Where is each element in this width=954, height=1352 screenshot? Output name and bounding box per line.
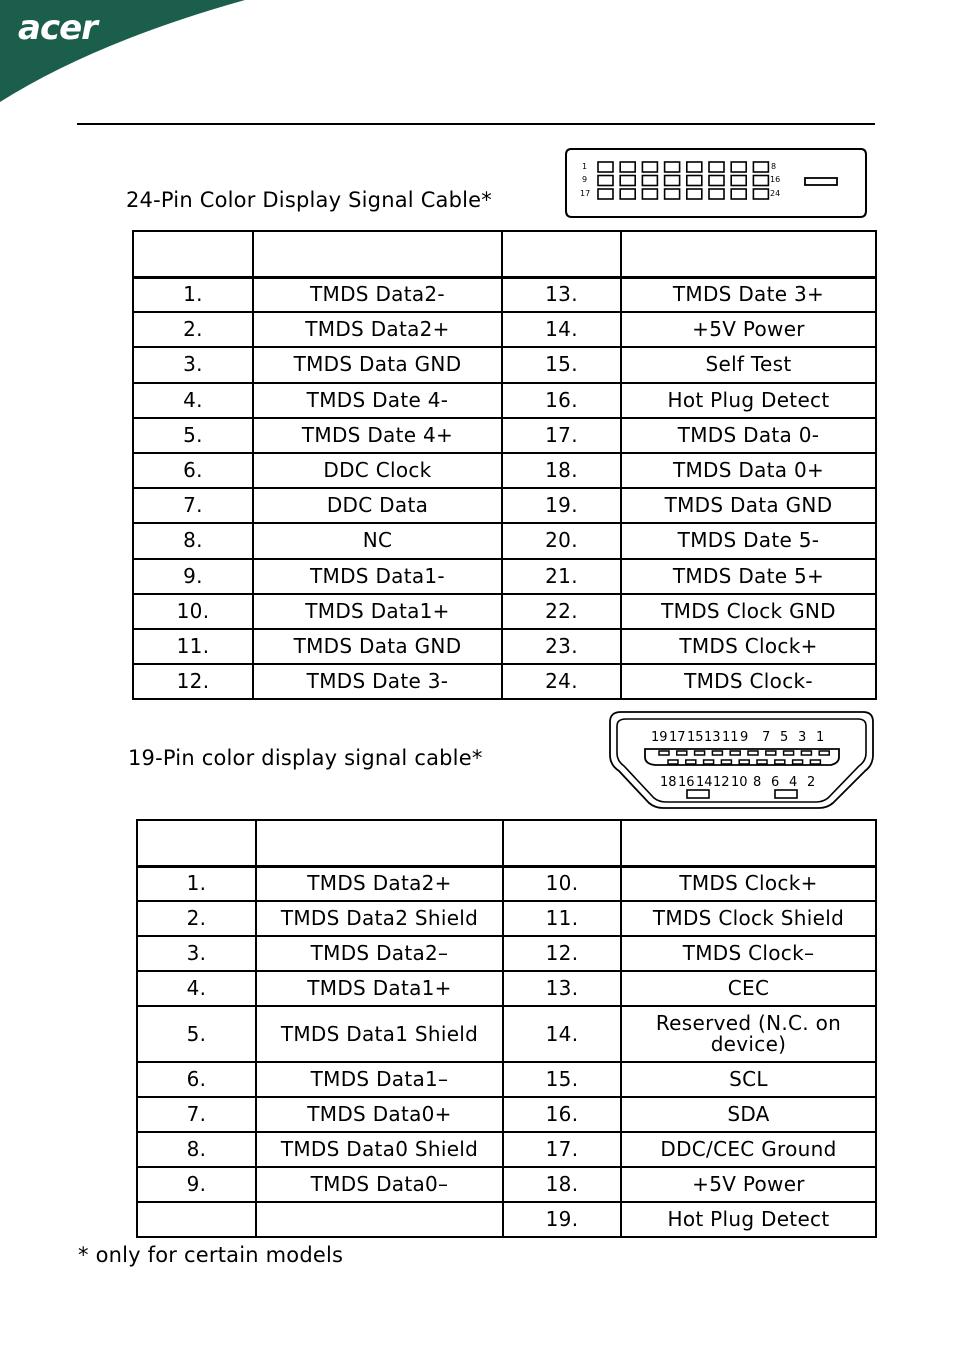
pin-number-cell: 6. <box>137 1062 256 1097</box>
signal-name-cell: DDC Clock <box>253 453 502 488</box>
hdmi-pin <box>748 751 758 755</box>
signal-name-cell: TMDS Data0+ <box>256 1097 503 1132</box>
signal-name-cell: +5V Power <box>621 1167 876 1202</box>
dvi-pin-label-17: 17 <box>580 189 591 198</box>
hdmi-pin <box>704 760 714 764</box>
pin-number-cell: 10. <box>133 594 253 629</box>
signal-name-cell: TMDS Date 4- <box>253 383 502 418</box>
pin-number-cell: 9. <box>137 1167 256 1202</box>
pin-number-cell: 7. <box>137 1097 256 1132</box>
signal-name-cell: TMDS Clock- <box>621 664 876 699</box>
pin-number-cell <box>137 1202 256 1237</box>
pin-number-cell: 15. <box>502 347 621 382</box>
hdmi-pin <box>677 751 687 755</box>
table-row <box>137 901 876 936</box>
hdmi-pin-label: 8 <box>753 775 762 790</box>
header-cell <box>621 820 876 866</box>
pin-number-cell: 22. <box>502 594 621 629</box>
signal-name-cell: SDA <box>621 1097 876 1132</box>
signal-name-cell: TMDS Data1+ <box>256 971 503 1006</box>
hdmi-pin <box>730 751 740 755</box>
signal-name-cell: +5V Power <box>621 312 876 347</box>
hdmi-section-caption: 19-Pin color display signal cable* <box>128 746 483 770</box>
signal-name-cell: TMDS Data1- <box>253 559 502 594</box>
table-row <box>133 277 876 312</box>
dvi-pin <box>665 189 680 199</box>
signal-name-cell: Reserved (N.C. on device) <box>621 1006 876 1062</box>
dvi-pin <box>687 189 702 199</box>
signal-name-cell: Hot Plug Detect <box>621 383 876 418</box>
hdmi-pin <box>712 751 722 755</box>
pin-number-cell: 10. <box>503 866 621 901</box>
signal-name-cell: TMDS Date 3- <box>253 664 502 699</box>
signal-name-cell: TMDS Date 4+ <box>253 418 502 453</box>
signal-name-cell: TMDS Data2 Shield <box>256 901 503 936</box>
hdmi-pin-label: 4 <box>789 775 798 790</box>
pin-number-cell: 3. <box>133 347 253 382</box>
hdmi-pin-label: 11 <box>722 730 739 745</box>
dvi-pin-label-1: 1 <box>582 162 588 171</box>
footnote: * only for certain models <box>78 1243 344 1267</box>
table-row <box>137 1062 876 1097</box>
dvi-pin <box>598 189 613 199</box>
signal-name-cell: TMDS Data1 Shield <box>256 1006 503 1062</box>
signal-name-cell: DDC Data <box>253 488 502 523</box>
pin-number-cell: 11. <box>133 629 253 664</box>
table-row <box>133 347 876 382</box>
pin-number-cell: 23. <box>502 629 621 664</box>
dvi-connector-icon <box>563 147 869 219</box>
table-row <box>133 383 876 418</box>
signal-name-cell: TMDS Data 0- <box>621 418 876 453</box>
signal-name-cell: TMDS Data0– <box>256 1167 503 1202</box>
hdmi-pin <box>659 751 669 755</box>
signal-name-cell: TMDS Data GND <box>253 629 502 664</box>
signal-name-cell: NC <box>253 523 502 558</box>
pin-number-cell: 15. <box>503 1062 621 1097</box>
pin-number-cell: 1. <box>137 866 256 901</box>
hdmi-pin <box>721 760 731 764</box>
dvi-pin-label-24: 24 <box>770 189 781 198</box>
signal-name-cell: TMDS Data1+ <box>253 594 502 629</box>
dvi-pin <box>753 162 768 172</box>
dvi-pin <box>753 189 768 199</box>
signal-name-cell: TMDS Data0 Shield <box>256 1132 503 1167</box>
table-row <box>137 866 876 901</box>
table-row <box>133 594 876 629</box>
dvi-pin <box>642 162 657 172</box>
hdmi-pin <box>739 760 749 764</box>
signal-name-cell: TMDS Data2- <box>253 277 502 312</box>
pin-number-cell: 19. <box>502 488 621 523</box>
dvi-pin <box>598 176 613 186</box>
pin-number-cell: 9. <box>133 559 253 594</box>
dvi-pin-label-16: 16 <box>770 175 781 184</box>
pin-number-cell: 14. <box>503 1006 621 1062</box>
hdmi-pin-label: 9 <box>740 730 749 745</box>
signal-name-cell: TMDS Data1– <box>256 1062 503 1097</box>
hdmi-pin <box>810 760 820 764</box>
dvi-pin <box>665 162 680 172</box>
dvi-pin <box>731 176 746 186</box>
dvi-pin-table <box>132 230 877 700</box>
hdmi-pin-label: 16 <box>678 775 695 790</box>
hdmi-pin-label: 3 <box>798 730 807 745</box>
hdmi-pin-label: 6 <box>771 775 780 790</box>
header-cell <box>503 820 621 866</box>
hdmi-pin-label: 2 <box>807 775 816 790</box>
table-row <box>137 971 876 1006</box>
table-row <box>137 1202 876 1237</box>
header-cell <box>621 231 876 277</box>
header-cell <box>256 820 503 866</box>
hdmi-pin <box>766 751 776 755</box>
table-header-row <box>137 820 876 866</box>
hdmi-pin-table <box>136 819 877 1238</box>
dvi-pin <box>642 189 657 199</box>
pin-number-cell: 24. <box>502 664 621 699</box>
hdmi-pin-label: 5 <box>780 730 789 745</box>
dvi-pin <box>620 189 635 199</box>
signal-name-cell: TMDS Data GND <box>621 488 876 523</box>
pin-number-cell: 19. <box>503 1202 621 1237</box>
table-row <box>133 418 876 453</box>
signal-name-cell: Self Test <box>621 347 876 382</box>
signal-name-cell: TMDS Date 5+ <box>621 559 876 594</box>
pin-number-cell: 3. <box>137 936 256 971</box>
pin-number-cell: 8. <box>137 1132 256 1167</box>
signal-name-cell: TMDS Clock GND <box>621 594 876 629</box>
table-row <box>133 488 876 523</box>
table-row <box>133 312 876 347</box>
hdmi-pin <box>801 751 811 755</box>
signal-name-cell: TMDS Data 0+ <box>621 453 876 488</box>
pin-number-cell: 4. <box>133 383 253 418</box>
table-row <box>133 629 876 664</box>
hdmi-pin <box>784 751 794 755</box>
hdmi-pin-label: 12 <box>713 775 730 790</box>
dvi-pin <box>753 176 768 186</box>
dvi-pin <box>731 162 746 172</box>
table-row <box>137 1097 876 1132</box>
pin-number-cell: 21. <box>502 559 621 594</box>
signal-name-cell: SCL <box>621 1062 876 1097</box>
dvi-pin <box>709 162 724 172</box>
pin-number-cell: 12. <box>503 936 621 971</box>
pin-number-cell: 12. <box>133 664 253 699</box>
pin-number-cell: 16. <box>503 1097 621 1132</box>
hdmi-pin <box>695 751 705 755</box>
table-row <box>133 559 876 594</box>
pin-number-cell: 6. <box>133 453 253 488</box>
hdmi-connector-icon <box>607 709 877 811</box>
pin-number-cell: 20. <box>502 523 621 558</box>
pin-number-cell: 5. <box>133 418 253 453</box>
hdmi-pin <box>668 760 678 764</box>
pin-number-cell: 17. <box>503 1132 621 1167</box>
signal-name-cell: TMDS Data2+ <box>256 866 503 901</box>
dvi-pin <box>642 176 657 186</box>
dvi-pin <box>687 176 702 186</box>
pin-number-cell: 14. <box>502 312 621 347</box>
header-cell <box>133 231 253 277</box>
signal-name-cell: TMDS Data2– <box>256 936 503 971</box>
dvi-pin <box>709 189 724 199</box>
signal-name-cell <box>256 1202 503 1237</box>
table-row <box>137 1132 876 1167</box>
signal-name-cell: TMDS Clock+ <box>621 629 876 664</box>
signal-name-cell: TMDS Date 5- <box>621 523 876 558</box>
signal-name-cell: TMDS Clock+ <box>621 866 876 901</box>
header-cell <box>502 231 621 277</box>
dvi-pin <box>731 189 746 199</box>
hdmi-pin-label: 18 <box>660 775 677 790</box>
signal-name-cell: TMDS Data GND <box>253 347 502 382</box>
pin-number-cell: 13. <box>503 971 621 1006</box>
pin-number-cell: 18. <box>503 1167 621 1202</box>
acer-logo: acer <box>18 8 97 48</box>
dvi-pin <box>665 176 680 186</box>
dvi-pin-label-8: 8 <box>771 162 777 171</box>
pin-number-cell: 13. <box>502 277 621 312</box>
table-row <box>133 664 876 699</box>
hdmi-pin <box>686 760 696 764</box>
pin-number-cell: 4. <box>137 971 256 1006</box>
table-row <box>137 1167 876 1202</box>
table-row <box>137 1006 876 1062</box>
pin-number-cell: 16. <box>502 383 621 418</box>
pin-number-cell: 7. <box>133 488 253 523</box>
hdmi-pin <box>793 760 803 764</box>
hdmi-pin <box>775 760 785 764</box>
pin-number-cell: 2. <box>133 312 253 347</box>
table-row <box>133 453 876 488</box>
pin-number-cell: 5. <box>137 1006 256 1062</box>
dvi-pin <box>598 162 613 172</box>
hdmi-pin <box>819 751 829 755</box>
table-header-row <box>133 231 876 277</box>
hdmi-pin-label: 14 <box>696 775 713 790</box>
hdmi-pin <box>757 760 767 764</box>
pin-number-cell: 8. <box>133 523 253 558</box>
pin-number-cell: 1. <box>133 277 253 312</box>
pin-number-cell: 18. <box>502 453 621 488</box>
dvi-section-caption: 24-Pin Color Display Signal Cable* <box>126 188 493 212</box>
pin-number-cell: 17. <box>502 418 621 453</box>
signal-name-cell: TMDS Data2+ <box>253 312 502 347</box>
header-divider <box>77 123 875 125</box>
dvi-pin <box>620 162 635 172</box>
dvi-pin <box>620 176 635 186</box>
header-cell <box>253 231 502 277</box>
dvi-pin-label-9: 9 <box>582 175 588 184</box>
signal-name-cell: TMDS Date 3+ <box>621 277 876 312</box>
hdmi-pin-label: 10 <box>731 775 748 790</box>
signal-name-cell: Hot Plug Detect <box>621 1202 876 1237</box>
hdmi-pin-label: 19 <box>651 730 668 745</box>
signal-name-cell: CEC <box>621 971 876 1006</box>
signal-name-cell: TMDS Clock– <box>621 936 876 971</box>
pin-number-cell: 2. <box>137 901 256 936</box>
hdmi-pin-label: 17 <box>669 730 686 745</box>
pin-number-cell: 11. <box>503 901 621 936</box>
hdmi-pin-label: 1 <box>816 730 825 745</box>
hdmi-pin-label: 15 <box>687 730 704 745</box>
hdmi-pin-label: 13 <box>704 730 721 745</box>
table-row <box>133 523 876 558</box>
dvi-pin <box>687 162 702 172</box>
header-cell <box>137 820 256 866</box>
hdmi-pin-label: 7 <box>762 730 771 745</box>
signal-name-cell: DDC/CEC Ground <box>621 1132 876 1167</box>
dvi-pin <box>709 176 724 186</box>
table-row <box>137 936 876 971</box>
signal-name-cell: TMDS Clock Shield <box>621 901 876 936</box>
